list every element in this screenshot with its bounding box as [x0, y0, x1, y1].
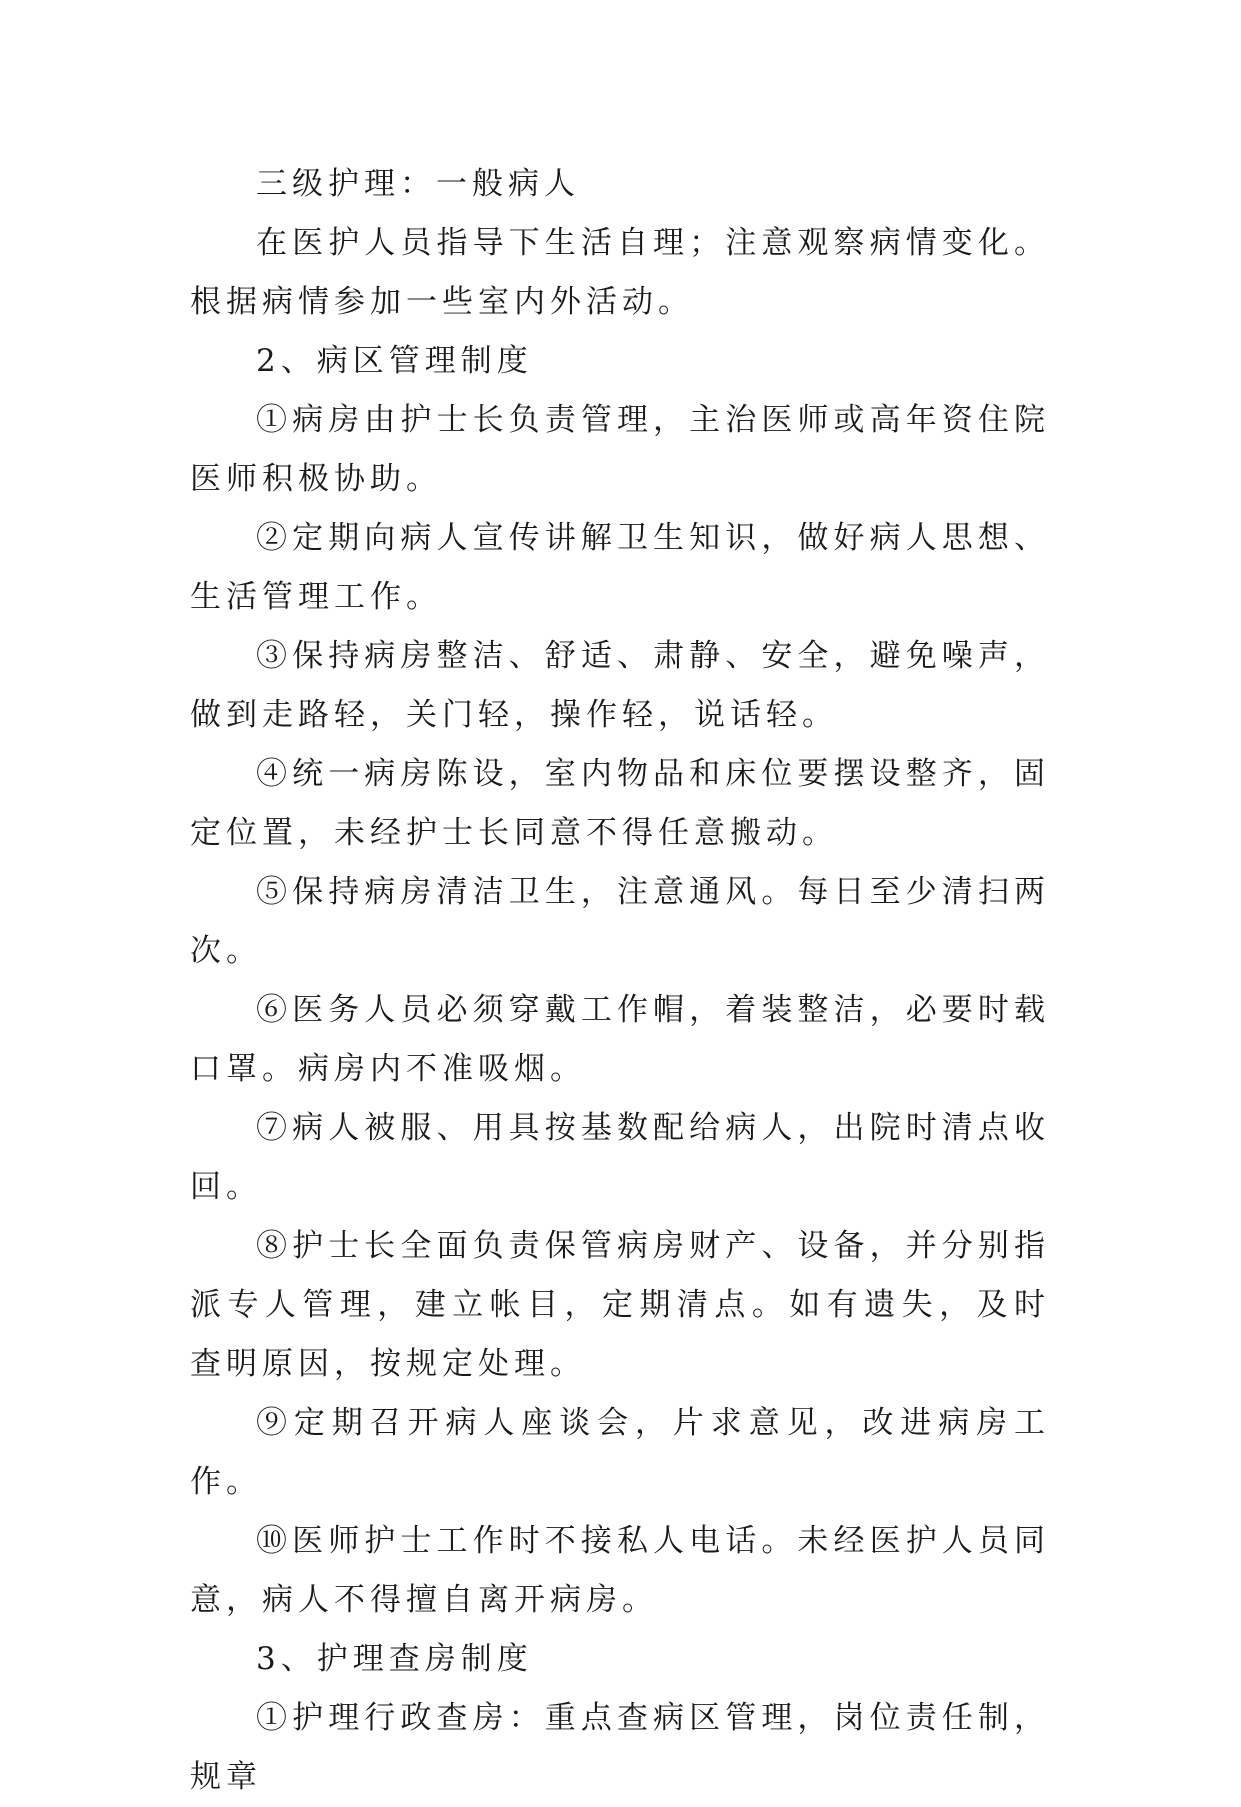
list-item-1: ①病房由护士长负责管理，主治医师或高年资住院医师积极协助。	[190, 402, 1050, 497]
list-item-2: ②定期向病人宣传讲解卫生知识，做好病人思想、生活管理工作。	[190, 520, 1050, 615]
document-page	[190, 155, 1050, 1807]
list-item-rounds-1: ①护理行政查房：重点查病区管理，岗位责任制，规章	[190, 1700, 1050, 1795]
list-item-5: ⑤保持病房清洁卫生，注意通风。每日至少清扫两次。	[190, 874, 1050, 969]
section-heading-ward-management: 2、病区管理制度	[256, 343, 533, 379]
list-item-10: ⑩医师护士工作时不接私人电话。未经医护人员同意，病人不得擅自离开病房。	[190, 1523, 1050, 1618]
paragraph-self-care: 在医护人员指导下生活自理；注意观察病情变化。根据病情参加一些室内外活动。	[190, 225, 1050, 320]
list-item-9: ⑨定期召开病人座谈会，片求意见，改进病房工作。	[190, 1405, 1050, 1500]
section-heading-nursing-rounds: 3、护理查房制度	[256, 1641, 533, 1677]
list-item-7: ⑦病人被服、用具按基数配给病人，出院时清点收回。	[190, 1110, 1050, 1205]
list-item-6: ⑥医务人员必须穿戴工作帽，着装整洁，必要时载口罩。病房内不准吸烟。	[190, 992, 1050, 1087]
list-item-4: ④统一病房陈设，室内物品和床位要摆设整齐，固定位置，未经护士长同意不得任意搬动。	[190, 756, 1050, 851]
paragraph-level3-care: 三级护理：一般病人	[256, 166, 580, 202]
list-item-3: ③保持病房整洁、舒适、肃静、安全，避免噪声，做到走路轻，关门轻，操作轻，说话轻。	[190, 638, 1050, 733]
list-item-8: ⑧护士长全面负责保管病房财产、设备，并分别指派专人管理，建立帐目，定期清点。如有遗失，及时查明原因，按规定处理。	[190, 1228, 1050, 1382]
